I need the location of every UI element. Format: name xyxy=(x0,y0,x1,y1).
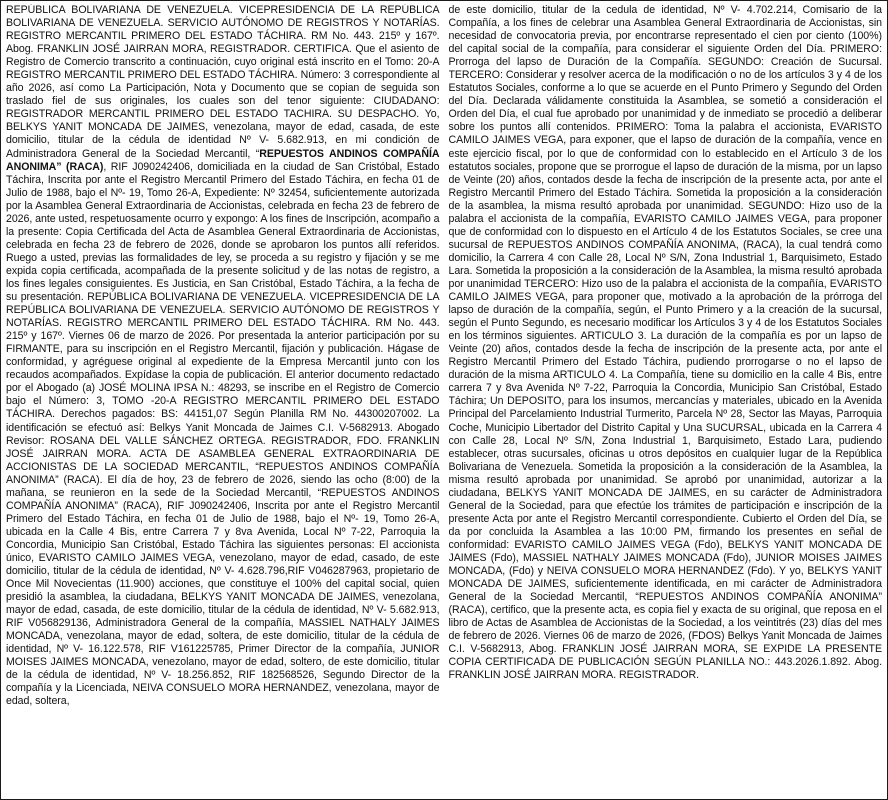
right-column-text: de este domicilio, titular de la cedula de identidad, Nº V- 4.702.214, Comisario de la Compañía, a los fines de celebrar una Asamblea General Extraordinaria de Accionistas, sin necesidad de convocatoria previa, por encontrarse representado el cien por ciento (100%) del capital social de la compañía, para considerar el siguiente Orden del Día. PRIMERO: Prorroga del lapso de Duración de la Compañía. SEGUNDO: Creación de Sucursal. TERCERO: Considerar y resolver acerca de la modificación o no de los artículos 3 y 4 de los Estatutos Sociales, conforme a lo que se acuerde en el Punto Primero y Segundo del Orden del Día. Declarada válidamente constituida la Asamblea, se sometió a consideración el Orden del Día, el cual fue aprobado por unanimidad y de inmediato se procedió a deliberar sobre los puntos allí contenidos. PRIMERO: Toma la palabra el accionista, EVARISTO CAMILO JAIMES VEGA, para exponer, que el lapso de duración de la compañía, vence en este ejercicio fiscal, por lo que de conformidad con lo establecido en el Artículo 3 de los estatutos sociales, propone que se prorrogue el lapso de duración de la misma, por un lapso de Veinte (20) años, contados desde la fecha de inscripción de la presente acta, por ante el Registro Mercantil Primero del Estado Táchira. Sometida la proposición a la consideración de la asamblea, la misma resultó aprobada por unanimidad. SEGUNDO: Hizo uso de la palabra el accionista de la compañía, EVARISTO CAMILO JAIMES VEGA, para proponer que de conformidad con lo dispuesto en el Artículo 4 de los Estatutos Sociales, se cree una sucursal de REPUESTOS ANDINOS COMPAÑÍA ANONIMA, (RACA), la cual tendrá como domicilio, la Carrera 4 con Calle 28, Local Nº S/N, Zona Industrial 1, Barquisimeto, Estado Lara. Sometida la proposición a la consideración de la Asamblea, la misma resultó aprobada por unanimidad TERCERO: Hizo uso de la palabra el accionista de la compañía, EVARISTO CAMILO JAIMES VEGA, para proponer que, motivado a la aprobación de la prórroga del lapso de duración de la compañía, según, el Punto Primero y a la creación de la sucursal, según el Punto Segundo, es necesario modificar los Artículos 3 y 4 de los Estatutos Sociales en los términos siguientes. ARTICULO 3. La duración de la compañía es por un lapso de Veinte (20) años, contados desde la fecha de inscripción de la presente acta, por ante el Registro Mercantil Primero del Estado Táchira, pudiendo prorrogarse o no el lapso de duración de la misma ARTICULO 4. La Compañía, tiene su domicilio en la calle 4 Bis, entre carrera 7 y 8va Avenida Nº 7-22, Parroquia la Concordia, Municipio San Cristóbal, Estado Táchira; Un DEPOSITO, para los insumos, mercancías y materiales, ubicado en la Avenida Principal del Parcelamiento Industrial Turmerito, Parcela Nº 28, Sector las Mayas, Parroquia Coche, Municipio Libertador del Distrito Capital y Una SUCURSAL, ubicada en la Carrera 4 con Calle 28, Local Nº S/N, Zona Industrial 1, Barquisimeto, Estado Lara, pudiendo establecer, otras sucursales, oficinas u otros depósitos en cualquier lugar de la República Bolivariana de Venezuela. Sometida la proposición a la consideración de la Asamblea, la misma resultó aprobada por unanimidad. Se aprobó por unanimidad, autorizar a la ciudadana, BELKYS YANIT MONCADA DE JAIMES, en su carácter de Administradora General de la Sociedad, para que efectúe los trámites de participación e inscripción de la presente Acta por ante el Registro Mercantil correspondiente. Cubierto el Orden del Día, se da por concluida la Asamblea a las 10:00 PM, firmando los presentes en señal de conformidad: EVARISTO CAMILO JAIMES VEGA (Fdo), BELKYS YANIT MONCADA DE JAIMES (Fdo), MASSIEL NATHALY JAIMES MONCADA (Fdo), JUNIOR MOISES JAIMES MONCADA, (Fdo) y NEIVA CONSUELO MORA HERNANDEZ (Fdo). Y yo, BELKYS YANIT MONCADA DE JAIMES, suficientemente identificada, en mi carácter de Administradora General de la Sociedad Mercantil, “REPUESTOS ANDINOS COMPAÑÍA ANONIMA” (RACA), certifico, que la presente acta, es copia fiel y exacta de su original, que reposa en el libro de Actas de Asamblea de Accionistas de la Sociedad, a los veintitrés (23) días del mes de febrero de 2026. Viernes 06 de marzo de 2026, (FDOS) Belkys Yanit Moncada de Jaimes C.I. V-5682913, Abog. FRANKLIN JOSÉ JAIRRAN MORA, SE EXPIDE LA PRESENTE COPIA CERTIFICADA DE PUBLICACIÓN SEGÚN PLANILLA NO.: 443.2026.1.892. Abog. FRANKLIN JOSÉ JAIRRAN MORA. REGISTRADOR. xyxy=(448,4,882,682)
left-text-part-1: REPÚBLICA BOLIVARIANA DE VENEZUELA. VICEPRESIDENCIA DE LA REPÚBLICA BOLIVARIANA DE VENEZUELA. SERVICIO AUTÓNOMO DE REGISTROS Y NOTARÍAS. REGISTRO MERCANTIL PRIMERO DEL ESTADO TÁCHIRA. RM No. 443. 215º y 167º. Abog. FRANKLIN JOSÉ JAIRRAN MORA, REGISTRADOR. CERTIFICA. Que el asiento de Registro de Comercio transcrito a continuación, cuyo original está inscrito en el Tomo: 20-A REGISTRO MERCANTIL PRIMERO DEL ESTADO TÁCHIRA. Número: 3 correspondiente al año 2026, así como La Participación, Nota y Documento que se copian de seguida son traslado fiel de sus originales, los cuales son del tenor siguiente: CIUDADANO: REGISTRADOR MERCANTIL PRIMERO DEL ESTADO TACHIRA. SU DESPACHO. Yo, BELKYS YANIT MONCADA DE JAIMES, venezolana, mayor de edad, casada, de este domicilio, titular de la cédula de identidad Nº V- 5.682.913, en mi condición de Administradora General de la Sociedad Mercantil, “ xyxy=(6,4,440,160)
left-column xyxy=(6,4,440,796)
company-name-bold: REPUESTOS ANDINOS COMPAÑÍA ANONIMA” (RACA) xyxy=(6,147,440,173)
left-text-part-2: , RIF J090242406, domiciliada en la ciudad de San Cristóbal, Estado Táchira, Inscrita por ante el Registro Mercantil Primero del Estado Táchira, en fecha 01 de Julio de 1988, bajo el Nº- 19, Tomo 26-A, Expediente: Nº 32454, suficientemente autorizada por la Asamblea General Extraordinaria de Accionistas, celebrada en fecha 23 de febrero de 2026, ante usted, respetuosamente ocurro y expongo: A los fines de Inscripción, acompaño a la presente: Copia Certificada del Acta de Asamblea General Extraordinaria de Accionistas, celebrada en fecha 23 de febrero de 2026, donde se aprobaron los puntos allí referidos. Ruego a usted, previas las formalidades de ley, se proceda a su registro y fijación y se me expida copia certificada, acompañada de la presente solicitud y de las notas de registro, a los fines legales consiguientes. Es Justicia, en San Cristóbal, Estado Táchira, a la fecha de su presentación. REPÚBLICA BOLIVARIANA DE VENEZUELA. VICEPRESIDENCIA DE LA REPÚBLICA BOLIVARIANA DE VENEZUELA. SERVICIO AUTÓNOMO DE REGISTROS Y NOTARÍAS. REGISTRO MERCANTIL PRIMERO DEL ESTADO TÁCHIRA. RM No. 443. 215º y 167º. Viernes 06 de marzo de 2026. Por presentada la anterior participación por su FIRMANTE, para su inscripción en el Registro Mercantil, fijación y publicación. Hágase de conformidad, y agréguese original al expediente de la Empresa Mercantil junto con los recaudos acompañados. Expídase la copia de publicación. El anterior documento redactado por el Abogado (a) JOSÉ MOLINA IPSA N.: 48293, se inscribe en el Registro de Comercio bajo el Número: 3, TOMO -20-A REGISTRO MERCANTIL PRIMERO DEL ESTADO TÁCHIRA. Derechos pagados: BS: 44151,07 Según Planilla RM No. 44300207002. La identificación se efectuó así: Belkys Yanit Moncada de Jaimes C.I. V-5682913. Abogado Revisor: ROSANA DEL VALLE SÁNCHEZ ORTEGA. REGISTRADOR, FDO. FRANKLIN JOSÉ JAIRRAN MORA. ACTA DE ASAMBLEA GENERAL EXTRAORDINARIA DE ACCIONISTAS DE LA SOCIEDAD MERCANTIL, “REPUESTOS ANDINOS COMPAÑÍA ANONIMA” (RACA). El día de hoy, 23 de febrero de 2026, siendo las ocho (8:00) de la mañana, se reunieron en la sede de la Sociedad Mercantil, “REPUESTOS ANDINOS COMPAÑÍA ANONIMA” (RACA), RIF J090242406, Inscrita por ante el Registro Mercantil Primero del Estado Táchira, en fecha 01 de Julio de 1988, bajo el Nº- 19, Tomo 26-A, ubicada en la Calle 4 Bis, entre Carrera 7 y 8va Avenida, Local Nº 7-22, Parroquia la Concordia, Municipio San Cristóbal, Estado Táchira las siguientes personas: El accionista único, EVARISTO CAMILO JAIMES VEGA, venezolano, mayor de edad, casado, de este domicilio, titular de la cédula de identidad, Nº V- 4.628.796,RIF V046287963, propietario de Once Mil Novecientas (11.900) acciones, que constituye el 100% del capital social, quien presidió la asamblea, la ciudadana, BELKYS YANIT MONCADA DE JAIMES, venezolana, mayor de edad, casada, de este domicilio, titular de la cédula de identidad, Nº V- 5.682.913, RIF V056829136, Administradora General de la compañía, MASSIEL NATHALY JAIMES MONCADA, venezolana, mayor de edad, soltera, de este domicilio, titular de la cédula de identidad, Nº V- 16.122.578, RIF V161225785, Primer Director de la compañía, JUNIOR MOISES JAIMES MONCADA, venezolano, mayor de edad, soltero, de este domicilio, titular de la cédula de identidad, Nº V- 18.256.852, RIF 182568526, Segundo Director de la compañía y la Licenciada, NEIVA CONSUELO MORA HERNANDEZ, venezolana, mayor de edad, soltera, xyxy=(6,160,440,708)
right-column xyxy=(449,4,883,796)
left-column-text xyxy=(6,4,440,709)
